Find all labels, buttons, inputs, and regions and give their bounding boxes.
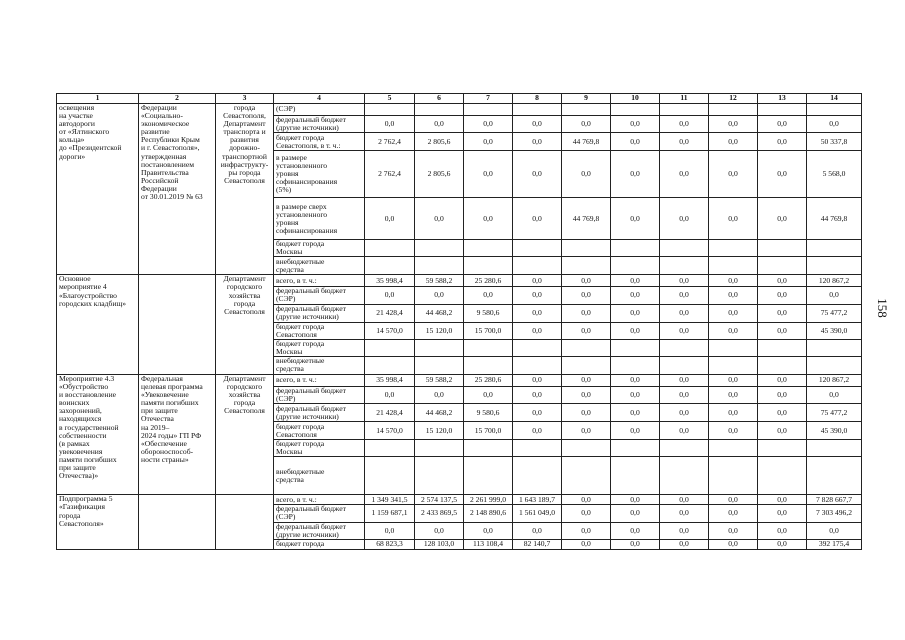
program-basis-cell: Федерации «Социально- экономическое развитие Республики Крым и г. Севастополя», утвержденная постановлением Правительства Российской Федерации от 30.01.2019 № 63	[139, 104, 216, 275]
amount-cell: 35 998,4	[365, 275, 415, 287]
amount-cell: 50 337,8	[807, 133, 862, 151]
amount-cell: 44 468,2	[415, 304, 464, 322]
amount-cell	[660, 440, 709, 457]
amount-cell: 0,0	[660, 275, 709, 287]
amount-cell	[464, 257, 513, 275]
funding-source-cell: (СЭР)	[274, 104, 365, 116]
amount-cell	[415, 440, 464, 457]
amount-cell: 2 148 890,6	[464, 505, 513, 522]
amount-cell: 0,0	[611, 422, 660, 440]
amount-cell: 0,0	[513, 151, 562, 198]
amount-cell: 0,0	[660, 386, 709, 403]
amount-cell: 0,0	[758, 505, 807, 522]
funding-source-cell: федеральный бюджет (другие источники)	[274, 116, 365, 133]
amount-cell	[415, 339, 464, 356]
amount-cell	[415, 240, 464, 257]
table-body	[57, 104, 862, 550]
amount-cell: 0,0	[562, 505, 611, 522]
funding-source-cell: внебюджетные средства	[274, 356, 365, 374]
amount-cell: 0,0	[611, 374, 660, 386]
amount-cell	[807, 356, 862, 374]
executor-cell: города Севастополя, Департамент транспорта и развития дорожно- транспортной инфраструкту- ры города Севастополя	[216, 104, 274, 275]
funding-source-cell: бюджет города Севастополя, в т. ч.:	[274, 133, 365, 151]
amount-cell: 15 120,0	[415, 322, 464, 339]
column-number-1: 1	[57, 94, 139, 104]
amount-cell	[365, 240, 415, 257]
amount-cell	[562, 356, 611, 374]
amount-cell: 0,0	[709, 422, 758, 440]
amount-cell: 0,0	[513, 304, 562, 322]
amount-cell: 0,0	[660, 322, 709, 339]
amount-cell: 0,0	[709, 404, 758, 422]
amount-cell: 0,0	[611, 404, 660, 422]
amount-cell	[562, 457, 611, 495]
column-number-row	[57, 94, 862, 104]
amount-cell	[807, 104, 862, 116]
column-number-14: 14	[807, 94, 862, 104]
amount-cell	[513, 457, 562, 495]
amount-cell: 0,0	[415, 287, 464, 304]
amount-cell: 0,0	[365, 116, 415, 133]
amount-cell: 44 769,8	[562, 198, 611, 240]
amount-cell: 68 823,3	[365, 539, 415, 549]
amount-cell: 0,0	[562, 304, 611, 322]
amount-cell	[709, 440, 758, 457]
amount-cell	[365, 440, 415, 457]
amount-cell: 45 390,0	[807, 322, 862, 339]
amount-cell	[758, 457, 807, 495]
funding-source-cell: всего, в т. ч.:	[274, 374, 365, 386]
amount-cell: 0,0	[464, 287, 513, 304]
amount-cell	[611, 104, 660, 116]
amount-cell: 0,0	[660, 287, 709, 304]
amount-cell	[709, 457, 758, 495]
column-number-9: 9	[562, 94, 611, 104]
amount-cell: 0,0	[611, 505, 660, 522]
amount-cell	[660, 457, 709, 495]
amount-cell: 0,0	[660, 374, 709, 386]
amount-cell: 120 867,2	[807, 275, 862, 287]
amount-cell: 0,0	[562, 287, 611, 304]
amount-cell: 21 428,4	[365, 304, 415, 322]
amount-cell	[464, 104, 513, 116]
amount-cell: 0,0	[611, 287, 660, 304]
amount-cell: 0,0	[709, 322, 758, 339]
table-row	[57, 495, 862, 505]
amount-cell	[807, 440, 862, 457]
amount-cell	[464, 240, 513, 257]
amount-cell	[611, 240, 660, 257]
amount-cell: 0,0	[611, 539, 660, 549]
amount-cell	[611, 457, 660, 495]
amount-cell: 14 570,0	[365, 422, 415, 440]
amount-cell: 0,0	[758, 304, 807, 322]
amount-cell: 0,0	[709, 287, 758, 304]
amount-cell	[562, 104, 611, 116]
amount-cell: 0,0	[758, 116, 807, 133]
amount-cell: 0,0	[807, 287, 862, 304]
funding-source-cell: федеральный бюджет (СЭР)	[274, 287, 365, 304]
amount-cell	[562, 440, 611, 457]
amount-cell: 0,0	[660, 505, 709, 522]
amount-cell	[562, 240, 611, 257]
amount-cell: 14 570,0	[365, 322, 415, 339]
amount-cell	[807, 257, 862, 275]
amount-cell: 0,0	[660, 522, 709, 539]
amount-cell: 9 580,6	[464, 304, 513, 322]
amount-cell	[758, 339, 807, 356]
amount-cell: 0,0	[562, 422, 611, 440]
executor-cell: Департамент городского хозяйства города Севастополя	[216, 275, 274, 375]
amount-cell	[758, 257, 807, 275]
amount-cell	[415, 257, 464, 275]
amount-cell	[807, 240, 862, 257]
amount-cell: 0,0	[758, 287, 807, 304]
amount-cell: 0,0	[611, 322, 660, 339]
amount-cell: 0,0	[464, 116, 513, 133]
amount-cell: 2 805,6	[415, 133, 464, 151]
table-row	[57, 104, 862, 116]
amount-cell	[709, 104, 758, 116]
executor-cell: Департамент городского хозяйства города Севастополя	[216, 374, 274, 494]
column-number-10: 10	[611, 94, 660, 104]
amount-cell: 82 140,7	[513, 539, 562, 549]
amount-cell: 0,0	[562, 374, 611, 386]
amount-cell	[709, 339, 758, 356]
amount-cell: 59 588,2	[415, 275, 464, 287]
amount-cell: 0,0	[415, 522, 464, 539]
amount-cell: 0,0	[415, 386, 464, 403]
amount-cell: 0,0	[513, 422, 562, 440]
amount-cell: 0,0	[611, 198, 660, 240]
amount-cell: 0,0	[709, 304, 758, 322]
amount-cell: 0,0	[513, 322, 562, 339]
amount-cell: 75 477,2	[807, 304, 862, 322]
column-number-7: 7	[464, 94, 513, 104]
amount-cell: 1 159 687,1	[365, 505, 415, 522]
funding-source-cell: всего, в т. ч.:	[274, 275, 365, 287]
amount-cell: 1 643 189,7	[513, 495, 562, 505]
column-number-11: 11	[660, 94, 709, 104]
amount-cell: 0,0	[709, 539, 758, 549]
amount-cell: 59 588,2	[415, 374, 464, 386]
page-number: 158	[875, 298, 890, 318]
amount-cell	[464, 440, 513, 457]
amount-cell	[513, 356, 562, 374]
table-row	[57, 374, 862, 386]
amount-cell: 0,0	[709, 522, 758, 539]
program-basis-cell	[139, 275, 216, 375]
amount-cell: 0,0	[562, 151, 611, 198]
amount-cell: 15 700,0	[464, 322, 513, 339]
amount-cell: 0,0	[758, 404, 807, 422]
column-number-13: 13	[758, 94, 807, 104]
funding-source-cell: бюджет города	[274, 539, 365, 549]
amount-cell: 2 433 869,5	[415, 505, 464, 522]
amount-cell	[365, 104, 415, 116]
activity-name-cell: Мероприятие 4.3 «Обустройство и восстановление воинских захоронений, находящихся в государственной собственности (в рамках увековечения памяти погибших при защите Отечества)»	[57, 374, 139, 494]
amount-cell	[464, 457, 513, 495]
column-number-5: 5	[365, 94, 415, 104]
activity-name-cell: Подпрограмма 5 «Газификация города Севастополя»	[57, 495, 139, 549]
amount-cell	[365, 356, 415, 374]
amount-cell: 44 468,2	[415, 404, 464, 422]
amount-cell: 0,0	[709, 198, 758, 240]
amount-cell	[464, 339, 513, 356]
amount-cell: 7 828 667,7	[807, 495, 862, 505]
amount-cell	[365, 339, 415, 356]
amount-cell: 0,0	[709, 495, 758, 505]
amount-cell: 15 120,0	[415, 422, 464, 440]
funding-source-cell: в размере сверх установленного уровня софинансирования	[274, 198, 365, 240]
budget-table	[56, 93, 862, 550]
column-number-6: 6	[415, 94, 464, 104]
amount-cell: 0,0	[660, 304, 709, 322]
amount-cell: 0,0	[513, 386, 562, 403]
amount-cell	[365, 457, 415, 495]
amount-cell: 0,0	[562, 404, 611, 422]
program-basis-cell	[139, 495, 216, 549]
amount-cell: 2 261 999,0	[464, 495, 513, 505]
amount-cell: 0,0	[660, 133, 709, 151]
column-number-8: 8	[513, 94, 562, 104]
amount-cell: 0,0	[562, 539, 611, 549]
amount-cell: 0,0	[758, 374, 807, 386]
funding-source-cell: бюджет города Севастополя	[274, 322, 365, 339]
amount-cell	[513, 440, 562, 457]
amount-cell: 0,0	[415, 116, 464, 133]
amount-cell: 0,0	[709, 133, 758, 151]
amount-cell: 0,0	[611, 151, 660, 198]
amount-cell: 0,0	[464, 151, 513, 198]
amount-cell: 0,0	[464, 198, 513, 240]
amount-cell	[464, 356, 513, 374]
amount-cell: 0,0	[562, 275, 611, 287]
amount-cell	[660, 240, 709, 257]
amount-cell: 0,0	[758, 522, 807, 539]
amount-cell: 1 561 049,0	[513, 505, 562, 522]
amount-cell: 0,0	[709, 505, 758, 522]
amount-cell: 25 280,6	[464, 275, 513, 287]
amount-cell: 9 580,6	[464, 404, 513, 422]
activity-name-cell: Основное мероприятие 4 «Благоустройство городских кладбищ»	[57, 275, 139, 375]
amount-cell: 2 805,6	[415, 151, 464, 198]
amount-cell: 0,0	[758, 198, 807, 240]
amount-cell: 0,0	[660, 422, 709, 440]
column-number-4: 4	[274, 94, 365, 104]
amount-cell: 0,0	[709, 151, 758, 198]
funding-source-cell: всего, в т. ч.:	[274, 495, 365, 505]
amount-cell	[513, 257, 562, 275]
funding-source-cell: бюджет города Москвы	[274, 339, 365, 356]
amount-cell: 15 700,0	[464, 422, 513, 440]
amount-cell	[415, 356, 464, 374]
amount-cell: 2 762,4	[365, 151, 415, 198]
amount-cell: 25 280,6	[464, 374, 513, 386]
funding-source-cell: внебюджетные средства	[274, 457, 365, 495]
amount-cell: 0,0	[464, 522, 513, 539]
amount-cell: 21 428,4	[365, 404, 415, 422]
amount-cell	[660, 356, 709, 374]
column-number-12: 12	[709, 94, 758, 104]
amount-cell: 0,0	[709, 374, 758, 386]
amount-cell: 0,0	[709, 116, 758, 133]
amount-cell: 0,0	[660, 116, 709, 133]
amount-cell: 0,0	[660, 495, 709, 505]
amount-cell: 0,0	[758, 151, 807, 198]
funding-source-cell: федеральный бюджет (другие источники)	[274, 304, 365, 322]
funding-source-cell: федеральный бюджет (другие источники)	[274, 404, 365, 422]
amount-cell: 0,0	[611, 116, 660, 133]
amount-cell: 0,0	[660, 404, 709, 422]
amount-cell	[513, 104, 562, 116]
amount-cell: 0,0	[562, 495, 611, 505]
amount-cell: 35 998,4	[365, 374, 415, 386]
amount-cell: 0,0	[660, 151, 709, 198]
amount-cell: 0,0	[758, 495, 807, 505]
amount-cell: 0,0	[562, 322, 611, 339]
amount-cell	[660, 104, 709, 116]
amount-cell: 0,0	[513, 522, 562, 539]
amount-cell: 0,0	[562, 522, 611, 539]
amount-cell	[807, 457, 862, 495]
amount-cell: 0,0	[365, 386, 415, 403]
amount-cell: 392 175,4	[807, 539, 862, 549]
amount-cell: 2 762,4	[365, 133, 415, 151]
amount-cell: 7 303 496,2	[807, 505, 862, 522]
amount-cell	[758, 356, 807, 374]
amount-cell	[562, 257, 611, 275]
amount-cell: 0,0	[562, 386, 611, 403]
executor-cell	[216, 495, 274, 549]
amount-cell	[611, 356, 660, 374]
amount-cell: 0,0	[365, 522, 415, 539]
amount-cell: 45 390,0	[807, 422, 862, 440]
table-row	[57, 275, 862, 287]
amount-cell: 0,0	[611, 386, 660, 403]
amount-cell: 113 108,4	[464, 539, 513, 549]
amount-cell	[758, 240, 807, 257]
amount-cell	[415, 457, 464, 495]
amount-cell: 0,0	[611, 275, 660, 287]
amount-cell: 0,0	[709, 275, 758, 287]
amount-cell	[415, 104, 464, 116]
funding-source-cell: бюджет города Москвы	[274, 240, 365, 257]
amount-cell	[513, 240, 562, 257]
amount-cell: 0,0	[513, 116, 562, 133]
amount-cell: 0,0	[758, 275, 807, 287]
program-basis-cell: Федеральная целевая программа «Увековечение памяти погибших при защите Отечества на 2019– 2024 годы» ГП РФ «Обеспечение обороноспособ- ности страны»	[139, 374, 216, 494]
amount-cell	[758, 440, 807, 457]
amount-cell: 0,0	[513, 275, 562, 287]
funding-source-cell: бюджет города Москвы	[274, 440, 365, 457]
amount-cell	[709, 257, 758, 275]
amount-cell: 0,0	[513, 133, 562, 151]
amount-cell: 0,0	[513, 374, 562, 386]
amount-cell: 44 769,8	[807, 198, 862, 240]
amount-cell	[562, 339, 611, 356]
amount-cell: 0,0	[365, 198, 415, 240]
amount-cell: 0,0	[660, 539, 709, 549]
amount-cell: 44 769,8	[562, 133, 611, 151]
amount-cell	[758, 104, 807, 116]
amount-cell: 75 477,2	[807, 404, 862, 422]
funding-source-cell: внебюджетные средства	[274, 257, 365, 275]
amount-cell	[807, 339, 862, 356]
amount-cell	[365, 257, 415, 275]
amount-cell	[660, 339, 709, 356]
amount-cell: 0,0	[758, 539, 807, 549]
amount-cell: 0,0	[758, 422, 807, 440]
amount-cell: 0,0	[758, 322, 807, 339]
funding-source-cell: федеральный бюджет (СЭР)	[274, 386, 365, 403]
amount-cell	[611, 257, 660, 275]
column-number-3: 3	[216, 94, 274, 104]
amount-cell: 5 568,0	[807, 151, 862, 198]
amount-cell	[513, 339, 562, 356]
budget-table-container	[56, 93, 862, 550]
amount-cell: 0,0	[807, 522, 862, 539]
amount-cell	[611, 440, 660, 457]
amount-cell: 128 103,0	[415, 539, 464, 549]
amount-cell: 0,0	[365, 287, 415, 304]
column-number-2: 2	[139, 94, 216, 104]
funding-source-cell: бюджет города Севастополя	[274, 422, 365, 440]
amount-cell	[660, 257, 709, 275]
amount-cell: 1 349 341,5	[365, 495, 415, 505]
amount-cell: 120 867,2	[807, 374, 862, 386]
funding-source-cell: в размере установленного уровня софинансирования (5%)	[274, 151, 365, 198]
amount-cell	[611, 339, 660, 356]
amount-cell: 0,0	[611, 133, 660, 151]
amount-cell	[709, 240, 758, 257]
amount-cell: 0,0	[611, 495, 660, 505]
amount-cell: 2 574 137,5	[415, 495, 464, 505]
funding-source-cell: федеральный бюджет (другие источники)	[274, 522, 365, 539]
amount-cell: 0,0	[807, 116, 862, 133]
amount-cell: 0,0	[513, 404, 562, 422]
amount-cell: 0,0	[513, 287, 562, 304]
amount-cell: 0,0	[611, 522, 660, 539]
amount-cell: 0,0	[758, 133, 807, 151]
amount-cell: 0,0	[611, 304, 660, 322]
funding-source-cell: федеральный бюджет (СЭР)	[274, 505, 365, 522]
amount-cell: 0,0	[709, 386, 758, 403]
amount-cell: 0,0	[758, 386, 807, 403]
amount-cell: 0,0	[513, 198, 562, 240]
activity-name-cell: освещения на участке автодороги от «Ялтинского кольца» до «Президентской дороги»	[57, 104, 139, 275]
amount-cell: 0,0	[415, 198, 464, 240]
amount-cell: 0,0	[562, 116, 611, 133]
amount-cell: 0,0	[807, 386, 862, 403]
amount-cell: 0,0	[464, 386, 513, 403]
amount-cell	[709, 356, 758, 374]
amount-cell: 0,0	[660, 198, 709, 240]
amount-cell: 0,0	[464, 133, 513, 151]
